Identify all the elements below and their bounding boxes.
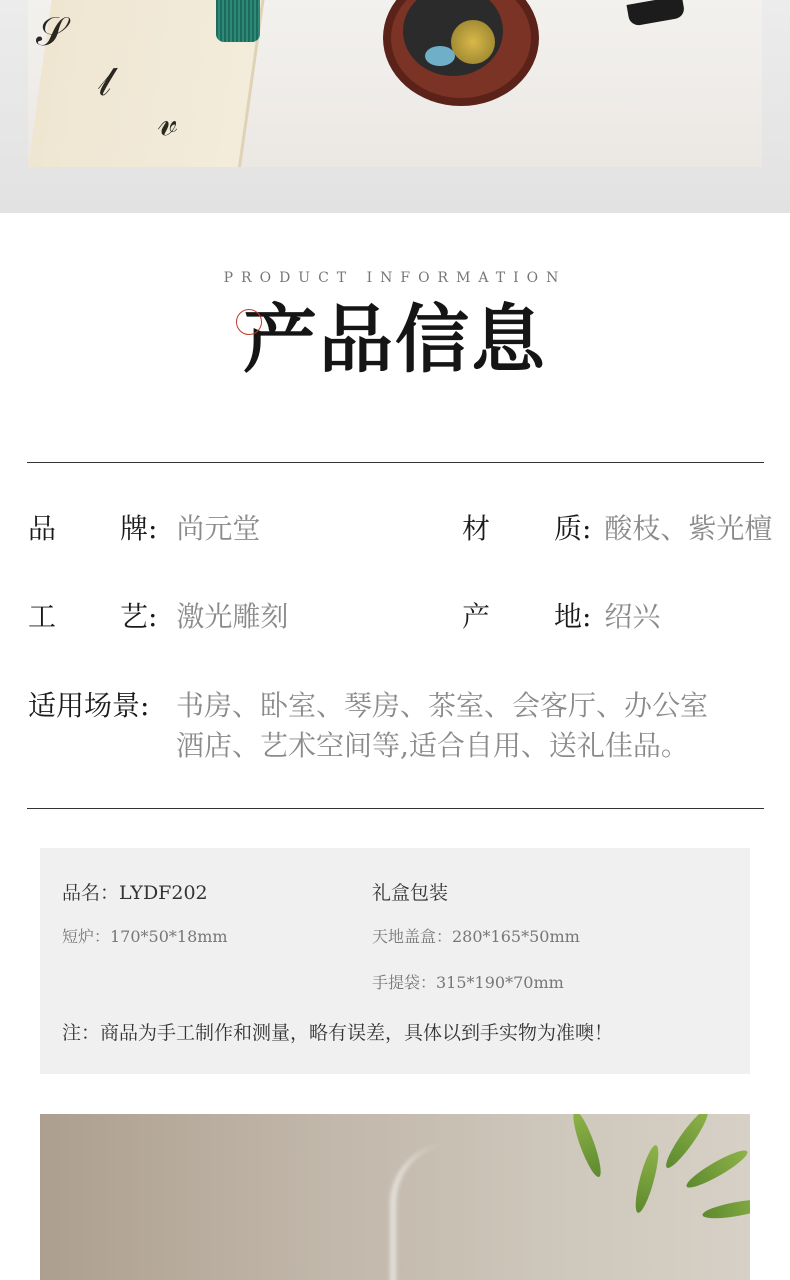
red-circle-ornament [236, 309, 262, 335]
heading-chinese: 产品信息 [243, 297, 547, 383]
material-value: 酸枝、紫光檀 [604, 512, 773, 545]
bamboo-leaf [631, 1143, 663, 1214]
divider-top [27, 462, 764, 463]
craft-label: 工艺 [28, 600, 148, 633]
product-photo-bottom [40, 1114, 750, 1280]
incense-smoke [390, 1144, 486, 1280]
spec-panel [40, 848, 750, 1074]
box-size: 天地盖盒：280*165*50mm [372, 927, 580, 946]
brand-label: 品牌 [28, 512, 148, 545]
material-label: 材质 [462, 512, 582, 545]
dragon-inlay [451, 20, 495, 64]
cloud-inlay [425, 46, 455, 66]
top-photo-band [0, 0, 790, 213]
green-tassel [216, 0, 260, 42]
product-photo-top [28, 0, 762, 167]
scenes-value [176, 686, 776, 766]
incense-burner-image [383, 0, 539, 106]
brand-value: 尚元堂 [176, 512, 261, 545]
scenes-label: 适用场景: [28, 689, 150, 722]
scenes-line-1: 书房、卧室、琴房、茶室、会客厅、办公室 [176, 689, 709, 722]
material-row [462, 512, 772, 546]
incense-size: 短炉：170*50*18mm [62, 927, 228, 946]
calligraphy-mark: 𝓁 [98, 59, 112, 105]
colon: : [582, 512, 592, 545]
measurement-note: 注：商品为手工制作和测量，略有误差，具体以到手实物为准噢！ [62, 1022, 614, 1044]
craft-value: 激光雕刻 [176, 600, 289, 633]
craft-row [28, 600, 288, 634]
heading-english: PRODUCT INFORMATION [223, 270, 567, 286]
origin-value: 绍兴 [604, 600, 661, 633]
calligraphy-mark: 𝒮 [36, 9, 67, 55]
scenes-line-2: 酒店、艺术空间等,适合自用、送礼佳品。 [176, 729, 689, 762]
bamboo-leaf [683, 1145, 750, 1192]
divider-bottom [27, 808, 764, 809]
brand-row [28, 512, 260, 546]
gift-box-title: 礼盒包装 [372, 882, 449, 904]
bamboo-leaf [568, 1114, 605, 1179]
colon: : [148, 512, 158, 545]
origin-label: 产地 [462, 600, 582, 633]
bamboo-leaf [661, 1114, 713, 1172]
colon: : [582, 600, 592, 633]
bag-size: 手提袋：315*190*70mm [372, 973, 564, 992]
bamboo-leaf [701, 1196, 750, 1222]
origin-row [462, 600, 660, 634]
colon: : [148, 600, 158, 633]
product-name: 品名：LYDF202 [62, 882, 208, 904]
brush-tip [627, 0, 686, 27]
calligraphy-mark: 𝓋 [158, 99, 178, 145]
